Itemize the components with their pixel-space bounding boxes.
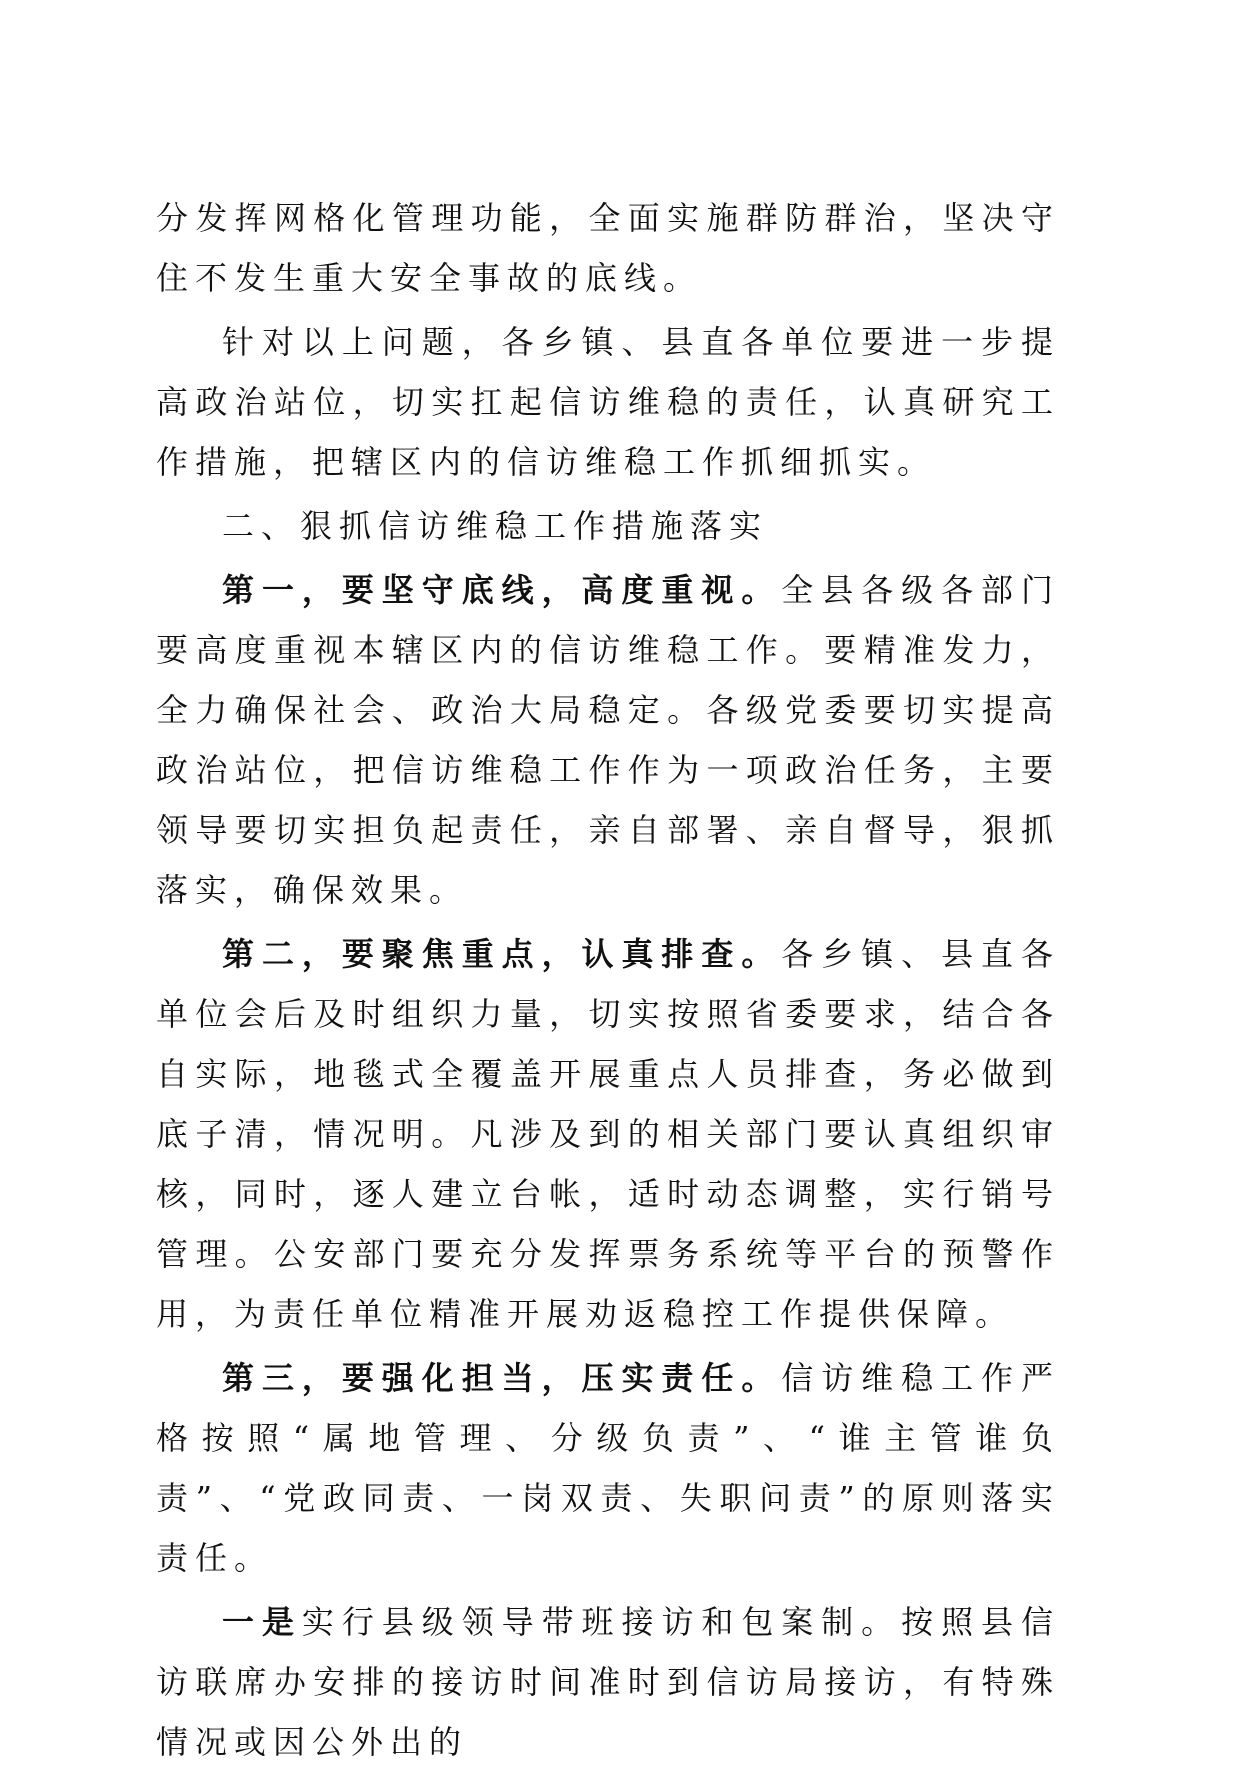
sub-item-one [156,1592,1060,1772]
item-second-body: 各乡镇、县直各单位会后及时组织力量，切实按照省委要求，结合各自实际，地毯式全覆盖开展重点人员排查，务必做到底子清，情况明。凡涉及到的相关部门要认真组织审核，同时，逐人建立台帐，适时动态调整，实行销号管理。公安部门要充分发挥票务系统等平台的预警作用，为责任单位精准开展劝返稳控工作提供保障。 [156,935,1060,1333]
paragraph-continuation: 分发挥网格化管理功能，全面实施群防群治，坚决守住不发生重大安全事故的底线。 [156,199,1060,297]
item-second [156,924,1060,1344]
sub-item-one-body: 实行县级领导带班接访和包案制。按照县信访联席办安排的接访时间准时到信访局接访，有特殊情况或因公外出的 [156,1603,1060,1761]
item-first [156,560,1060,920]
item-first-lead: 第一，要坚守底线，高度重视。 [222,571,782,609]
paragraph-problems-response: 针对以上问题，各乡镇、县直各单位要进一步提高政治站位，切实扛起信访维稳的责任，认真研究工作措施，把辖区内的信访维稳工作抓细抓实。 [156,323,1060,481]
item-third [156,1348,1060,1588]
item-third-body: 信访维稳工作严格按照“属地管理、分级负责”、“谁主管谁负责”、“党政同责、一岗双责、失职问责”的原则落实责任。 [156,1359,1060,1577]
item-first-body: 全县各级各部门要高度重视本辖区内的信访维稳工作。要精准发力，全力确保社会、政治大局稳定。各级党委要切实提高政治站位，把信访维稳工作作为一项政治任务，主要领导要切实担负起责任，亲自部署、亲自督导，狠抓落实，确保效果。 [156,571,1060,909]
item-third-lead: 第三，要强化担当，压实责任。 [222,1359,782,1397]
document-page [156,188,1060,1772]
sub-item-one-lead: 一是 [222,1603,302,1641]
item-second-lead: 第二，要聚焦重点，认真排查。 [222,935,782,973]
section-heading: 二、狠抓信访维稳工作措施落实 [222,507,769,545]
